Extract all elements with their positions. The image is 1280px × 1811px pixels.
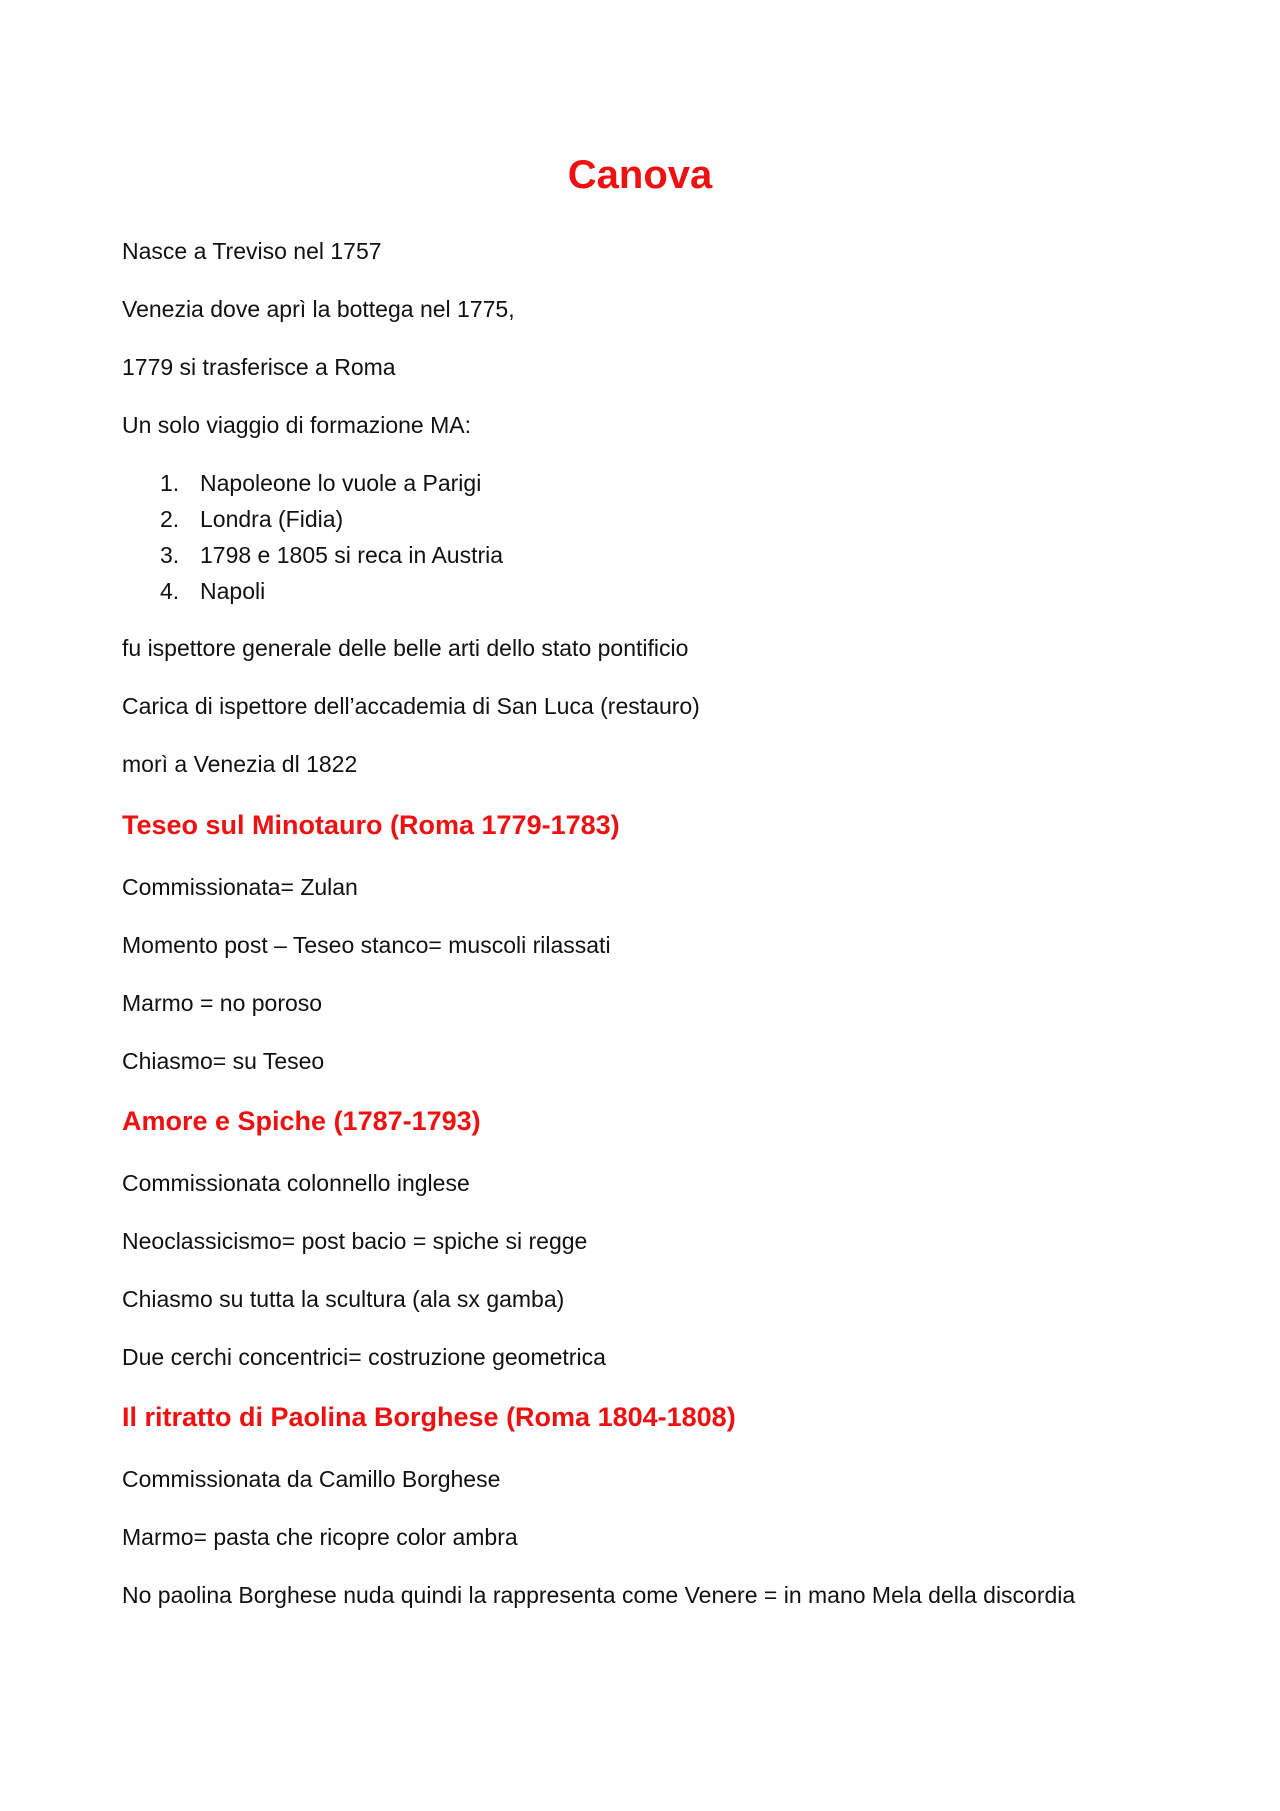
list-item: 1798 e 1805 si reca in Austria: [200, 542, 504, 568]
section-teseo-line: Commissionata= Zulan: [122, 874, 358, 900]
list-item-number: 3.: [160, 542, 180, 568]
section-paolina-line: No paolina Borghese nuda quindi la rappresenta come Venere = in mano Mela della discordia: [122, 1582, 1076, 1608]
career-line-accademia: Carica di ispettore dell’accademia di San Luca (restauro): [122, 693, 700, 719]
list-item: Napoleone lo vuole a Parigi: [200, 470, 482, 496]
section-paolina-line: Commissionata da Camillo Borghese: [122, 1466, 501, 1492]
list-item: Londra (Fidia): [200, 506, 344, 532]
section-amore-line: Due cerchi concentrici= costruzione geometrica: [122, 1344, 606, 1370]
section-teseo-line: Momento post – Teseo stanco= muscoli rilassati: [122, 932, 611, 958]
intro-line-viaggio: Un solo viaggio di formazione MA:: [122, 412, 471, 438]
section-amore-line: Commissionata colonnello inglese: [122, 1170, 470, 1196]
section-heading-amore: Amore e Spiche (1787-1793): [122, 1106, 481, 1136]
list-item-number: 2.: [160, 506, 180, 532]
section-amore-line: Neoclassicismo= post bacio = spiche si regge: [122, 1228, 588, 1254]
document-title: Canova: [567, 153, 713, 197]
career-line-morte: morì a Venezia dl 1822: [122, 751, 358, 777]
intro-line-venezia: Venezia dove aprì la bottega nel 1775,: [122, 296, 515, 322]
section-teseo-line: Chiasmo= su Teseo: [122, 1048, 325, 1074]
section-teseo-line: Marmo = no poroso: [122, 990, 323, 1016]
section-paolina-line: Marmo= pasta che ricopre color ambra: [122, 1524, 518, 1550]
career-line-ispettore: fu ispettore generale delle belle arti dello stato pontificio: [122, 635, 689, 661]
list-item-number: 1.: [160, 470, 180, 496]
list-item: Napoli: [200, 578, 266, 604]
section-amore-line: Chiasmo su tutta la scultura (ala sx gamba): [122, 1286, 565, 1312]
list-item-number: 4.: [160, 578, 180, 604]
intro-line-roma: 1779 si trasferisce a Roma: [122, 354, 396, 380]
intro-line-birth: Nasce a Treviso nel 1757: [122, 238, 382, 264]
section-heading-teseo: Teseo sul Minotauro (Roma 1779-1783): [122, 810, 620, 840]
section-heading-paolina: Il ritratto di Paolina Borghese (Roma 1804-1808): [122, 1402, 736, 1432]
